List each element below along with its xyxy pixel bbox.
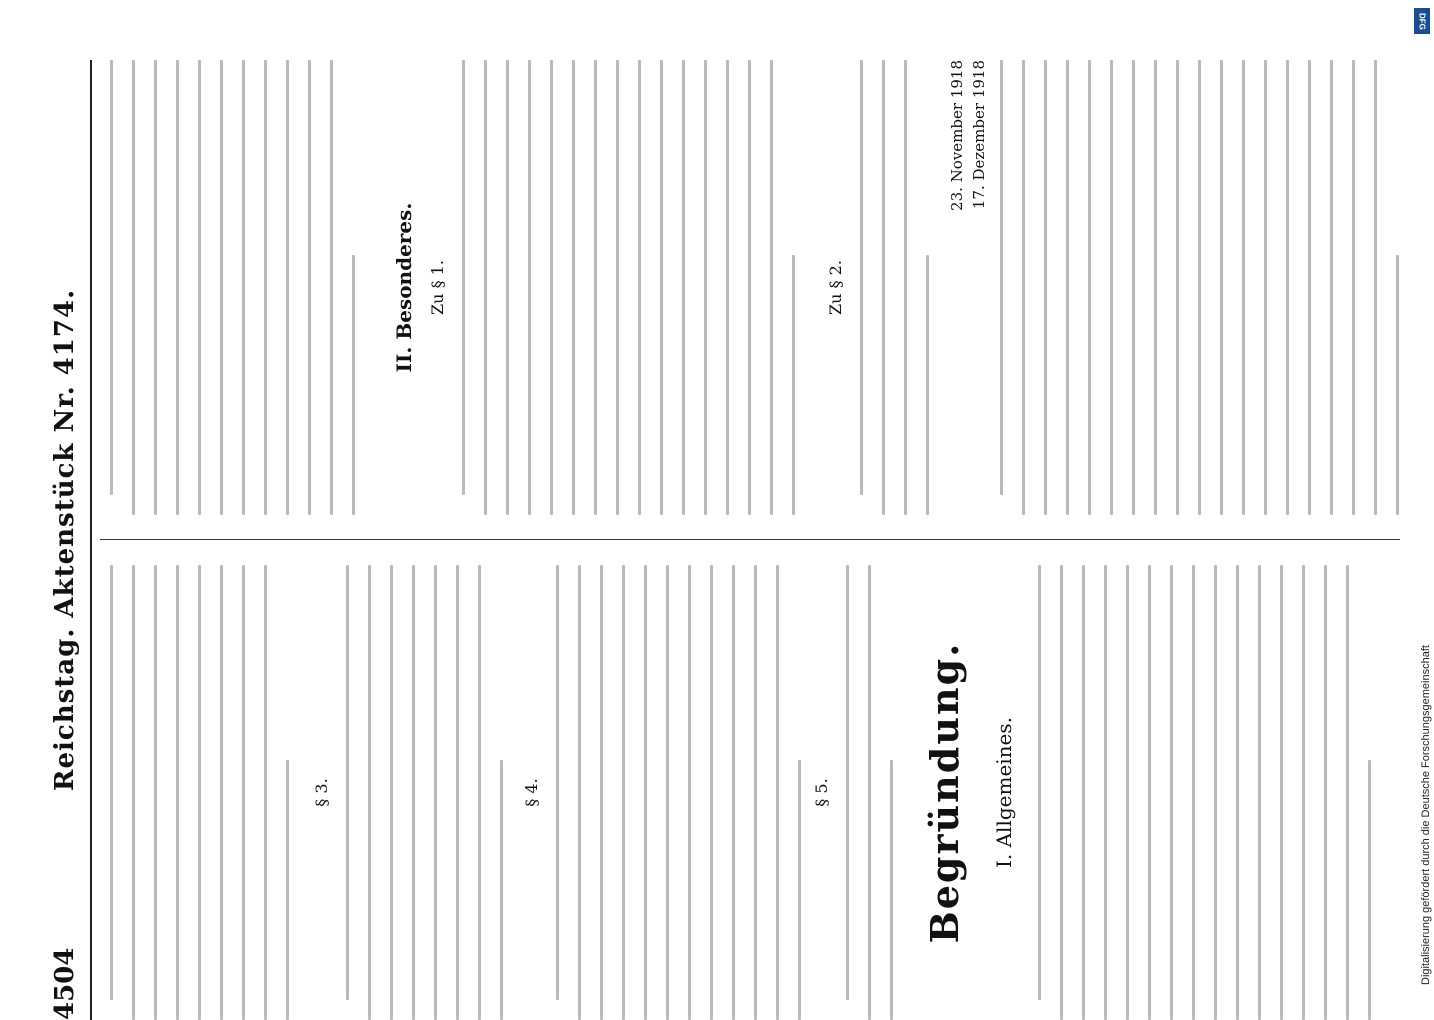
body-text-line: [572, 60, 575, 515]
body-text-line: [860, 60, 863, 495]
body-text-line: [578, 565, 581, 1020]
body-text-line: [1324, 565, 1327, 1020]
body-text-line: [616, 60, 619, 515]
dfg-logo: DFG: [1414, 8, 1430, 34]
body-text-line: [1192, 565, 1195, 1020]
body-text-line: [390, 565, 393, 1020]
body-text-line: [1000, 60, 1003, 495]
body-text-line: [798, 760, 801, 1020]
body-text-line: [1330, 60, 1333, 515]
body-text-line: [1258, 565, 1261, 1020]
body-text-line: [890, 760, 893, 1020]
body-text-line: [154, 565, 157, 1020]
body-text-line: [528, 60, 531, 515]
body-text-line: [1236, 565, 1239, 1020]
body-text-line: [242, 60, 245, 515]
body-text-line: [308, 60, 311, 515]
body-text-line: [926, 255, 929, 515]
body-text-line: [1044, 60, 1047, 515]
body-text-line: [346, 565, 349, 1000]
body-text-line: [748, 60, 751, 515]
body-text-line: [154, 60, 157, 515]
body-text-line: [594, 60, 597, 515]
body-text-line: [198, 565, 201, 1020]
body-text-line: [1374, 60, 1377, 515]
body-text-line: [1176, 60, 1179, 515]
body-text-line: [710, 565, 713, 1020]
page-header: [50, 60, 84, 1020]
begruendung-heading: Begründung.: [922, 641, 967, 944]
body-text-line: [904, 60, 907, 515]
document-title: Reichstag. Aktenstück Nr. 4174.: [50, 288, 80, 792]
body-text-line: [1264, 60, 1267, 515]
body-text-line: [1148, 565, 1151, 1020]
body-text-line: [500, 760, 503, 1020]
body-text-line: [412, 565, 415, 1020]
body-text-line: [330, 60, 333, 515]
body-text-line: [644, 565, 647, 1020]
body-text-line: [1022, 60, 1025, 515]
body-text-line: [1198, 60, 1201, 515]
body-text-line: [1170, 565, 1173, 1020]
section-5-heading: § 5.: [812, 778, 831, 807]
body-text-line: [1214, 565, 1217, 1020]
body-text-line: [660, 60, 663, 515]
body-text-line: [1104, 565, 1107, 1020]
body-text-line: [264, 60, 267, 515]
body-text-line: [1066, 60, 1069, 515]
body-text-line: [682, 60, 685, 515]
body-text-line: [1088, 60, 1091, 515]
body-text-line: [434, 565, 437, 1020]
body-text-line: [770, 60, 773, 515]
body-text-line: [1396, 255, 1399, 515]
body-text-line: [198, 60, 201, 515]
body-text-line: [220, 565, 223, 1020]
page-number: 4504: [50, 947, 80, 1020]
allgemeines-heading: I. Allgemeines.: [992, 716, 1016, 869]
body-text-line: [176, 60, 179, 515]
body-text-line: [1220, 60, 1223, 515]
body-text-line: [638, 60, 641, 515]
body-text-line: [556, 565, 559, 1000]
body-text-line: [1110, 60, 1113, 515]
body-text-line: [1308, 60, 1311, 515]
besonderes-heading: II. Besonderes.: [392, 202, 416, 373]
body-text-line: [132, 565, 135, 1020]
body-text-line: [776, 565, 779, 1020]
body-text-line: [622, 565, 625, 1020]
body-text-line: [550, 60, 553, 515]
zu-section-1-heading: Zu § 1.: [428, 260, 447, 315]
body-text-line: [1038, 565, 1041, 1000]
body-text-line: [352, 255, 355, 515]
body-text-line: [704, 60, 707, 515]
body-text-line: [462, 60, 465, 495]
body-text-line: [846, 565, 849, 1000]
body-text-line: [264, 565, 267, 1020]
body-text-line: [1352, 60, 1355, 515]
body-text-line: [132, 60, 135, 515]
body-text-line: [242, 565, 245, 1020]
body-text-line: [1280, 565, 1283, 1020]
body-text-line: [1242, 60, 1245, 515]
date-line-1: 23. November 1918: [948, 60, 966, 211]
body-text-line: [1302, 565, 1305, 1020]
body-text-line: [726, 60, 729, 515]
date-line-2: 17. Dezember 1918: [970, 60, 988, 210]
body-text-line: [1154, 60, 1157, 515]
zu-section-2-heading: Zu § 2.: [826, 260, 845, 315]
body-text-line: [1346, 565, 1349, 1020]
body-text-line: [600, 565, 603, 1020]
body-text-line: [368, 565, 371, 1020]
body-text-line: [868, 565, 871, 1020]
body-text-line: [1126, 565, 1129, 1020]
body-text-line: [110, 60, 113, 495]
body-text-line: [1132, 60, 1135, 515]
body-text-line: [484, 60, 487, 515]
body-text-line: [1286, 60, 1289, 515]
body-text-line: [478, 565, 481, 1020]
body-text-line: [732, 565, 735, 1020]
digitization-credit: Digitalisierung gefördert durch die Deutsche Forschungsgemeinschaft: [1420, 645, 1432, 985]
section-4-heading: § 4.: [522, 778, 541, 807]
body-text-line: [882, 60, 885, 515]
body-text-line: [220, 60, 223, 515]
section-3-heading: § 3.: [312, 778, 331, 807]
body-text-line: [1060, 565, 1063, 1020]
header-rule: [90, 60, 92, 1020]
body-text-line: [1368, 760, 1371, 1020]
body-text-line: [110, 565, 113, 1000]
body-text-line: [506, 60, 509, 515]
body-text-line: [176, 565, 179, 1020]
body-text-line: [688, 565, 691, 1020]
body-text-line: [1082, 565, 1085, 1020]
body-text-line: [792, 255, 795, 515]
body-text-line: [286, 60, 289, 515]
column-divider: [100, 539, 1400, 540]
document-page: [50, 60, 1400, 1020]
body-text-line: [666, 565, 669, 1020]
body-text-line: [286, 760, 289, 1020]
body-text-line: [754, 565, 757, 1020]
body-text-line: [456, 565, 459, 1020]
